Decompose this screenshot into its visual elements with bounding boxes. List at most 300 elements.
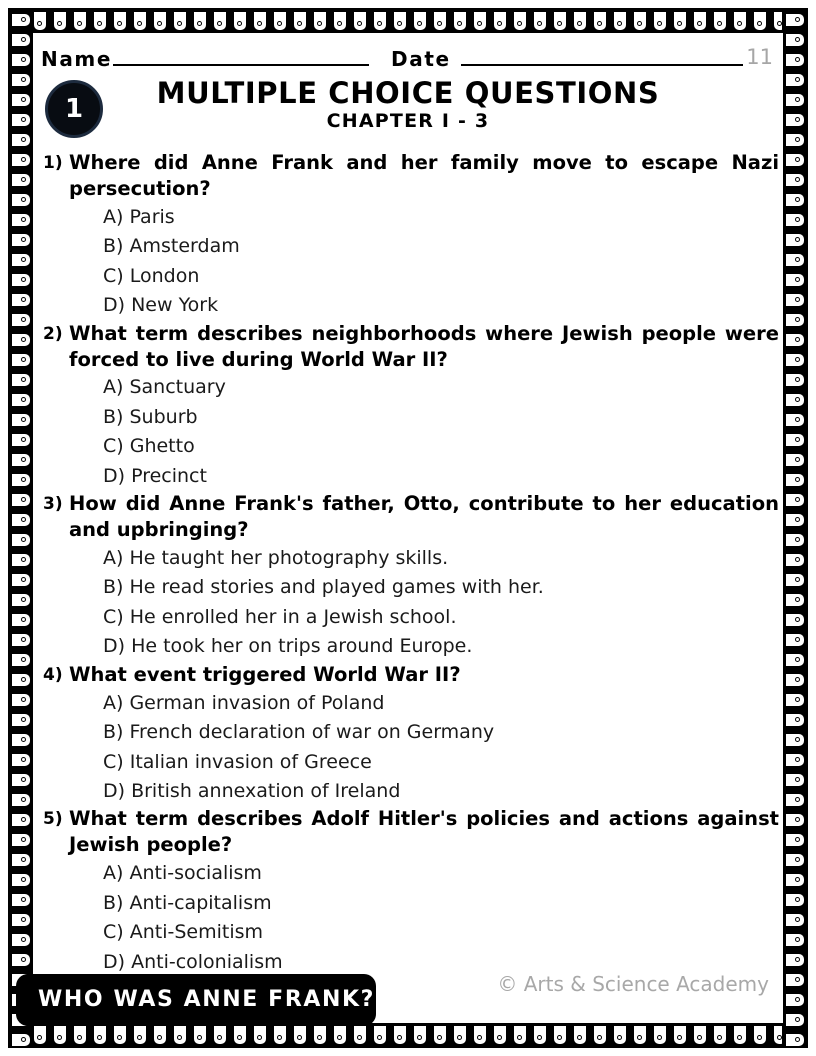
border-tooth [10, 612, 32, 628]
question-block [37, 321, 781, 492]
border-tooth-hole-icon [21, 797, 26, 802]
border-tooth-hole-icon [21, 197, 26, 202]
border-tooth [292, 1024, 308, 1046]
border-tooth [132, 10, 148, 32]
border-tooth-hole-icon [757, 1035, 762, 1040]
border-tooth [10, 232, 32, 248]
option-item[interactable]: D) New York [103, 294, 219, 317]
border-tooth-hole-icon [795, 537, 800, 542]
border-tooth [752, 10, 768, 32]
border-tooth-hole-icon [497, 21, 502, 26]
border-tooth-hole-icon [795, 757, 800, 762]
border-tooth [10, 892, 32, 908]
border-tooth [784, 492, 806, 508]
border-tooth [784, 372, 806, 388]
option-item[interactable]: A) Sanctuary [103, 376, 226, 399]
question-block [37, 150, 781, 321]
border-tooth-hole-icon [357, 21, 362, 26]
border-tooth-hole-icon [37, 21, 42, 26]
border-tooth-hole-icon [795, 137, 800, 142]
date-label: Date [391, 47, 451, 71]
border-tooth-hole-icon [21, 557, 26, 562]
border-tooth-hole-icon [117, 1035, 122, 1040]
border-tooth [712, 10, 728, 32]
border-tooth [92, 10, 108, 32]
border-tooth-hole-icon [437, 21, 442, 26]
border-tooth [32, 10, 48, 32]
border-tooth-hole-icon [795, 777, 800, 782]
border-tooth [492, 10, 508, 32]
border-tooth [672, 1024, 688, 1046]
border-tooth-hole-icon [795, 697, 800, 702]
option-item[interactable]: B) French declaration of war on Germany [103, 721, 495, 744]
border-tooth-hole-icon [517, 21, 522, 26]
option-item[interactable]: A) He taught her photography skills. [103, 547, 449, 570]
border-tooth-hole-icon [397, 1035, 402, 1040]
border-tooth [784, 192, 806, 208]
border-tooth [784, 452, 806, 468]
border-tooth [32, 1024, 48, 1046]
border-tooth-hole-icon [795, 297, 800, 302]
border-tooth [10, 332, 32, 348]
border-tooth-hole-icon [317, 21, 322, 26]
border-tooth [784, 52, 806, 68]
border-tooth-hole-icon [697, 21, 702, 26]
border-tooth [784, 892, 806, 908]
question-number: 2) [43, 323, 63, 344]
border-tooth [10, 592, 32, 608]
option-item[interactable]: A) German invasion of Poland [103, 691, 385, 714]
border-tooth-hole-icon [277, 1035, 282, 1040]
option-item[interactable]: B) Anti-capitalism [103, 891, 272, 914]
border-tooth [272, 1024, 288, 1046]
border-tooth-hole-icon [137, 21, 142, 26]
question-text: What term describes neighborhoods where Jewish people were forced to live during World War II? [69, 321, 779, 371]
border-tooth-hole-icon [795, 597, 800, 602]
option-list [37, 544, 781, 662]
border-tooth [10, 92, 32, 108]
border-tooth [372, 1024, 388, 1046]
border-tooth [232, 10, 248, 32]
border-tooth-hole-icon [157, 1035, 162, 1040]
option-list [37, 373, 781, 491]
border-tooth [152, 10, 168, 32]
question-text: How did Anne Frank's father, Otto, contribute to her education and upbringing? [69, 492, 779, 542]
border-tooth [512, 1024, 528, 1046]
question-line [37, 662, 781, 688]
border-tooth [212, 10, 228, 32]
question-number: 3) [43, 494, 63, 515]
border-tooth-hole-icon [637, 21, 642, 26]
border-tooth [784, 752, 806, 768]
border-tooth [10, 452, 32, 468]
border-tooth-hole-icon [257, 21, 262, 26]
border-tooth-hole-icon [21, 17, 26, 22]
border-tooth-hole-icon [795, 477, 800, 482]
border-tooth-hole-icon [21, 477, 26, 482]
option-item[interactable]: B) Suburb [103, 405, 198, 428]
border-tooth [784, 592, 806, 608]
option-item[interactable]: D) Precinct [103, 464, 207, 487]
border-tooth [10, 492, 32, 508]
border-tooth [172, 1024, 188, 1046]
border-tooth [10, 772, 32, 788]
footer-banner-label: WHO WAS ANNE FRANK? [38, 987, 376, 1012]
border-tooth [784, 1012, 806, 1028]
border-tooth-hole-icon [437, 1035, 442, 1040]
border-tooth-hole-icon [377, 1035, 382, 1040]
border-tooth-hole-icon [795, 257, 800, 262]
border-tooth-hole-icon [277, 21, 282, 26]
border-tooth-hole-icon [795, 617, 800, 622]
border-tooth [472, 10, 488, 32]
border-tooth-hole-icon [795, 817, 800, 822]
border-tooth-hole-icon [157, 21, 162, 26]
border-tooth [412, 10, 428, 32]
border-tooth [312, 10, 328, 32]
border-tooth-hole-icon [795, 337, 800, 342]
border-tooth [10, 212, 32, 228]
border-tooth-hole-icon [21, 517, 26, 522]
border-tooth-hole-icon [795, 117, 800, 122]
border-tooth [412, 1024, 428, 1046]
border-tooth [712, 1024, 728, 1046]
border-tooth [392, 1024, 408, 1046]
border-tooth-hole-icon [557, 1035, 562, 1040]
border-tooth [252, 10, 268, 32]
border-tooth [532, 10, 548, 32]
border-tooth-hole-icon [97, 21, 102, 26]
border-tooth [784, 932, 806, 948]
border-tooth [784, 512, 806, 528]
border-tooth-hole-icon [21, 97, 26, 102]
option-item[interactable]: C) Italian invasion of Greece [103, 750, 372, 773]
question-line [37, 150, 781, 202]
border-tooth-hole-icon [657, 21, 662, 26]
option-list [37, 203, 781, 321]
border-tooth [632, 10, 648, 32]
border-tooth-hole-icon [197, 1035, 202, 1040]
border-tooth-hole-icon [337, 21, 342, 26]
badge-number: 1 [64, 94, 84, 124]
border-tooth-hole-icon [795, 917, 800, 922]
border-tooth [10, 732, 32, 748]
border-tooth-hole-icon [97, 1035, 102, 1040]
border-tooth [452, 1024, 468, 1046]
border-tooth [10, 72, 32, 88]
border-tooth-hole-icon [57, 21, 62, 26]
border-tooth [784, 552, 806, 568]
border-tooth [492, 1024, 508, 1046]
border-tooth-hole-icon [795, 1037, 800, 1042]
border-tooth-hole-icon [21, 77, 26, 82]
border-tooth [10, 952, 32, 968]
border-tooth-hole-icon [795, 997, 800, 1002]
border-tooth-hole-icon [757, 21, 762, 26]
border-tooth [72, 1024, 88, 1046]
border-tooth-hole-icon [177, 21, 182, 26]
border-tooth [612, 1024, 628, 1046]
border-tooth-hole-icon [497, 1035, 502, 1040]
name-label: Name [41, 47, 113, 71]
border-tooth-hole-icon [795, 517, 800, 522]
border-tooth [784, 792, 806, 808]
border-tooth-hole-icon [737, 1035, 742, 1040]
border-tooth [784, 692, 806, 708]
border-tooth [784, 652, 806, 668]
border-tooth [92, 1024, 108, 1046]
border-tooth [192, 1024, 208, 1046]
border-tooth [784, 12, 806, 28]
border-tooth [10, 752, 32, 768]
footer-banner [16, 974, 376, 1026]
border-tooth-hole-icon [795, 557, 800, 562]
option-list [37, 859, 781, 977]
question-number: 1) [43, 153, 63, 173]
border-tooth [10, 472, 32, 488]
border-tooth [52, 1024, 68, 1046]
page-title: MULTIPLE CHOICE QUESTIONS [156, 76, 660, 110]
border-tooth [784, 132, 806, 148]
border-tooth [10, 52, 32, 68]
question-text: Where did Anne Frank and her family move to escape Nazi persecution? [69, 151, 779, 200]
border-tooth [784, 832, 806, 848]
question-line [37, 321, 781, 373]
border-tooth [312, 1024, 328, 1046]
border-tooth [692, 10, 708, 32]
border-tooth-hole-icon [337, 1035, 342, 1040]
border-tooth [784, 952, 806, 968]
border-tooth [784, 332, 806, 348]
border-tooth-hole-icon [21, 297, 26, 302]
border-tooth [292, 10, 308, 32]
border-tooth-hole-icon [537, 1035, 542, 1040]
border-tooth-hole-icon [117, 21, 122, 26]
border-tooth [784, 292, 806, 308]
border-tooth-hole-icon [21, 237, 26, 242]
border-tooth-hole-icon [237, 21, 242, 26]
border-tooth-hole-icon [21, 937, 26, 942]
option-item[interactable]: C) Ghetto [103, 435, 195, 458]
border-tooth [732, 1024, 748, 1046]
border-tooth-hole-icon [357, 1035, 362, 1040]
border-tooth-hole-icon [795, 237, 800, 242]
question-block [37, 662, 781, 807]
border-tooth-hole-icon [21, 177, 26, 182]
border-tooth [10, 412, 32, 428]
border-tooth-hole-icon [21, 717, 26, 722]
border-tooth [10, 312, 32, 328]
question-block [37, 491, 781, 662]
border-tooth [572, 10, 588, 32]
worksheet-content [33, 33, 783, 1023]
border-tooth [10, 292, 32, 308]
question-line [37, 806, 781, 858]
border-tooth [10, 692, 32, 708]
border-tooth-hole-icon [21, 417, 26, 422]
option-item[interactable]: B) He read stories and played games with her. [103, 576, 544, 599]
border-tooth [784, 472, 806, 488]
border-tooth-hole-icon [795, 977, 800, 982]
border-tooth-hole-icon [795, 957, 800, 962]
title-block [33, 77, 783, 134]
border-tooth [212, 1024, 228, 1046]
border-tooth-hole-icon [21, 117, 26, 122]
option-item[interactable]: C) Anti-Semitism [103, 921, 264, 944]
border-tooth-hole-icon [795, 737, 800, 742]
option-item[interactable]: D) British annexation of Ireland [103, 780, 401, 803]
border-tooth-hole-icon [737, 21, 742, 26]
border-tooth-hole-icon [21, 737, 26, 742]
border-tooth-hole-icon [21, 157, 26, 162]
border-tooth-hole-icon [517, 1035, 522, 1040]
border-tooth-hole-icon [21, 617, 26, 622]
border-tooth-hole-icon [37, 1035, 42, 1040]
border-tooth-hole-icon [597, 21, 602, 26]
border-tooth-hole-icon [795, 197, 800, 202]
border-tooth [372, 10, 388, 32]
border-tooth [552, 1024, 568, 1046]
border-tooth [10, 1032, 32, 1048]
border-tooth [10, 832, 32, 848]
border-tooth [332, 10, 348, 32]
border-tooth [10, 152, 32, 168]
border-tooth-hole-icon [21, 437, 26, 442]
border-tooth-hole-icon [21, 697, 26, 702]
border-tooth [452, 10, 468, 32]
border-tooth [784, 92, 806, 108]
option-item[interactable]: D) Anti-colonialism [103, 950, 283, 973]
border-tooth [784, 972, 806, 988]
border-tooth [192, 10, 208, 32]
border-tooth [784, 72, 806, 88]
border-tooth-hole-icon [795, 637, 800, 642]
border-tooth [784, 1032, 806, 1048]
border-tooth [10, 912, 32, 928]
border-tooth-hole-icon [795, 277, 800, 282]
border-tooth-hole-icon [795, 77, 800, 82]
border-tooth-hole-icon [557, 21, 562, 26]
border-tooth [784, 772, 806, 788]
border-tooth [692, 1024, 708, 1046]
border-tooth-hole-icon [417, 1035, 422, 1040]
border-tooth-hole-icon [537, 21, 542, 26]
border-tooth [10, 652, 32, 668]
border-tooth-hole-icon [217, 1035, 222, 1040]
border-tooth [432, 10, 448, 32]
border-tooth-hole-icon [217, 21, 222, 26]
border-tooth [10, 672, 32, 688]
border-tooth [10, 272, 32, 288]
border-tooth [352, 10, 368, 32]
border-tooth [332, 1024, 348, 1046]
border-tooth-hole-icon [21, 877, 26, 882]
border-tooth [784, 712, 806, 728]
border-tooth-hole-icon [21, 277, 26, 282]
border-tooth-hole-icon [795, 17, 800, 22]
border-tooth-hole-icon [795, 457, 800, 462]
option-item[interactable]: A) Anti-socialism [103, 862, 262, 885]
border-tooth-hole-icon [717, 21, 722, 26]
border-tooth-hole-icon [21, 757, 26, 762]
border-tooth-hole-icon [21, 837, 26, 842]
border-tooth-hole-icon [417, 21, 422, 26]
border-tooth [52, 10, 68, 32]
question-number: 4) [43, 664, 63, 685]
border-tooth [652, 1024, 668, 1046]
border-tooth-hole-icon [795, 717, 800, 722]
question-number: 5) [43, 809, 63, 830]
border-tooth-hole-icon [597, 1035, 602, 1040]
border-tooth [784, 912, 806, 928]
border-tooth [132, 1024, 148, 1046]
option-item[interactable]: A) Paris [103, 205, 175, 228]
border-tooth-hole-icon [197, 21, 202, 26]
border-tooth-hole-icon [21, 257, 26, 262]
border-tooth [112, 10, 128, 32]
question-line [37, 491, 781, 543]
border-tooth [784, 152, 806, 168]
border-tooth-hole-icon [317, 1035, 322, 1040]
name-input-line[interactable] [113, 64, 369, 66]
border-tooth-hole-icon [795, 577, 800, 582]
border-tooth-hole-icon [477, 21, 482, 26]
option-item[interactable]: C) He enrolled her in a Jewish school. [103, 605, 457, 628]
border-tooth-hole-icon [795, 97, 800, 102]
border-tooth [784, 392, 806, 408]
border-tooth-hole-icon [795, 497, 800, 502]
border-tooth [784, 252, 806, 268]
border-tooth [652, 10, 668, 32]
option-item[interactable]: D) He took her on trips around Europe. [103, 635, 473, 658]
border-tooth [10, 792, 32, 808]
border-tooth-hole-icon [795, 317, 800, 322]
question-block [37, 806, 781, 977]
page-number: 11 [746, 45, 773, 69]
border-tooth-hole-icon [21, 897, 26, 902]
border-tooth [752, 1024, 768, 1046]
border-tooth-hole-icon [21, 657, 26, 662]
border-tooth [612, 10, 628, 32]
border-tooth-hole-icon [795, 217, 800, 222]
option-item[interactable]: B) Amsterdam [103, 235, 240, 258]
border-tooth [732, 10, 748, 32]
border-tooth-hole-icon [21, 777, 26, 782]
border-tooth-hole-icon [21, 637, 26, 642]
border-tooth [784, 112, 806, 128]
border-tooth-hole-icon [637, 1035, 642, 1040]
border-tooth-hole-icon [677, 1035, 682, 1040]
option-item[interactable]: C) London [103, 264, 200, 287]
border-tooth [784, 172, 806, 188]
border-tooth-hole-icon [795, 437, 800, 442]
border-tooth [10, 132, 32, 148]
border-tooth-hole-icon [237, 1035, 242, 1040]
question-text: What event triggered World War II? [69, 662, 461, 686]
border-tooth-hole-icon [21, 537, 26, 542]
border-tooth [10, 392, 32, 408]
border-tooth-hole-icon [21, 957, 26, 962]
border-tooth-hole-icon [177, 1035, 182, 1040]
border-tooth-hole-icon [21, 377, 26, 382]
border-tooth [432, 1024, 448, 1046]
date-input-line[interactable] [461, 64, 743, 66]
border-tooth-hole-icon [717, 1035, 722, 1040]
border-tooth [512, 10, 528, 32]
border-tooth-hole-icon [657, 1035, 662, 1040]
border-tooth [72, 10, 88, 32]
border-tooth-hole-icon [795, 857, 800, 862]
